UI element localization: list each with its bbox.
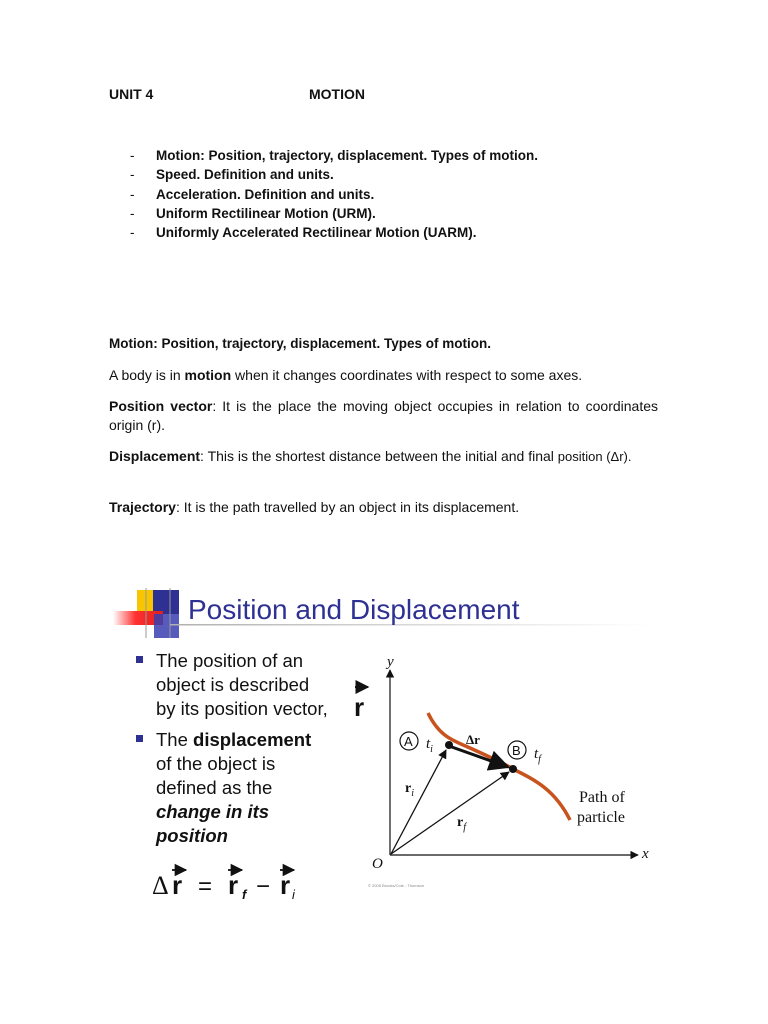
eq-ri: r	[280, 870, 291, 900]
motion-pre: A body is in	[109, 367, 185, 383]
position-term: Position vector	[109, 398, 213, 414]
list-dash: -	[130, 148, 135, 163]
x-axis-label: x	[642, 846, 649, 862]
tf-label	[534, 746, 542, 765]
rf-label	[457, 815, 467, 833]
origin-label: O	[372, 856, 383, 872]
bullet-1-icon	[136, 656, 143, 663]
eq-r: r	[172, 870, 183, 900]
topic-text: Speed. Definition and units.	[156, 167, 334, 183]
bullet-2-line-3: defined as the	[156, 777, 273, 798]
trajectory-curve	[428, 713, 570, 820]
blue-square-2-icon	[154, 614, 179, 638]
displacement-tail: position (Δr).	[557, 449, 632, 464]
tf-sub: f	[538, 754, 541, 765]
rf-sub: f	[463, 822, 466, 833]
displacement-paragraph	[109, 447, 658, 466]
list-dash: -	[130, 205, 135, 221]
eq-minus: −	[256, 873, 271, 900]
bullet-2-line-2: of the object is	[156, 753, 276, 774]
slide-title: Position and Displacement	[188, 594, 520, 625]
motion-term: motion	[184, 367, 232, 383]
topic-text: Uniform Rectilinear Motion (URM).	[156, 205, 376, 221]
slide-svg	[110, 580, 650, 910]
list-dash: -	[130, 225, 135, 241]
topics-list	[130, 148, 538, 244]
path-label-2: particle	[577, 809, 625, 826]
topic-text: Acceleration. Definition and units.	[156, 186, 375, 202]
eq-f-sub: f	[242, 887, 247, 902]
bullet-2-emph-1: change in its	[156, 801, 270, 822]
topic-item	[130, 225, 538, 244]
ri-vector	[391, 750, 446, 854]
motion-post: when it changes coordinates with respect to some axes.	[231, 367, 583, 383]
eq-i-sub: i	[292, 887, 295, 902]
bullet-2-pre: The	[156, 729, 194, 750]
topic-text: Uniformly Accelerated Rectilinear Motion (UARM).	[156, 225, 477, 241]
trajectory-paragraph	[109, 498, 658, 517]
ri-sub: i	[411, 788, 414, 799]
bullet-2-bold: displacement	[193, 729, 312, 750]
bullet-1-line-1: The position of an	[156, 650, 304, 671]
trajectory-text: : It is the path travelled by an object in its displacement.	[175, 499, 520, 515]
point-a-dot	[445, 741, 453, 749]
unit-title: MOTION	[309, 86, 365, 102]
bullet-1-line-3: by its position vector,	[156, 698, 328, 719]
ri-r: r	[405, 781, 412, 796]
topic-item	[130, 206, 538, 225]
displacement-text: : This is the shortest distance between the initial and final	[200, 448, 558, 464]
slide-figure	[110, 580, 650, 910]
bullet-2-icon	[136, 735, 143, 742]
list-dash: -	[130, 186, 135, 202]
bullet-2-line-1	[156, 729, 311, 750]
ti-t: t	[426, 736, 431, 752]
topic-item	[130, 167, 538, 186]
point-b-label: B	[512, 743, 521, 758]
topic-item	[130, 187, 538, 206]
position-text: : It is the place the moving object occupies in relation to coordinates origin (r).	[109, 398, 658, 433]
delta-r-vector	[449, 746, 508, 767]
bullet-2-emph-2: position	[156, 825, 228, 846]
topic-item	[130, 148, 538, 167]
bullet-1-line-2: object is described	[156, 674, 310, 695]
trajectory-term: Trajectory	[109, 499, 176, 515]
blue-square-icon	[153, 590, 179, 614]
displacement-equation	[152, 870, 296, 902]
displacement-term: Displacement	[109, 448, 201, 464]
list-dash: -	[130, 167, 135, 183]
eq-equals: =	[198, 873, 213, 900]
point-b-dot	[509, 765, 517, 773]
ti-sub: i	[430, 744, 433, 755]
displacement-diagram	[368, 654, 649, 888]
copyright-note: © 2005 Brooks/Cole - Thomson	[368, 883, 425, 888]
y-axis-label: y	[387, 654, 394, 670]
position-paragraph	[109, 397, 658, 435]
section-heading: Motion: Position, trajectory, displacement. Types of motion.	[109, 336, 492, 351]
ri-label	[405, 781, 414, 799]
ti-label	[426, 736, 433, 755]
eq-delta: Δ	[152, 871, 169, 900]
rf-r: r	[457, 815, 464, 830]
eq-rf: r	[228, 870, 239, 900]
topic-text: Motion: Position, trajectory, displacement. Types of motion.	[156, 148, 539, 163]
path-label-1: Path of	[579, 789, 625, 806]
tf-t: t	[534, 746, 539, 762]
motion-paragraph	[109, 366, 658, 385]
unit-label: UNIT 4	[109, 86, 154, 102]
delta-r-label: Δr	[466, 732, 480, 747]
position-vector-symbol: r	[354, 692, 365, 722]
point-a-label: A	[404, 734, 413, 749]
